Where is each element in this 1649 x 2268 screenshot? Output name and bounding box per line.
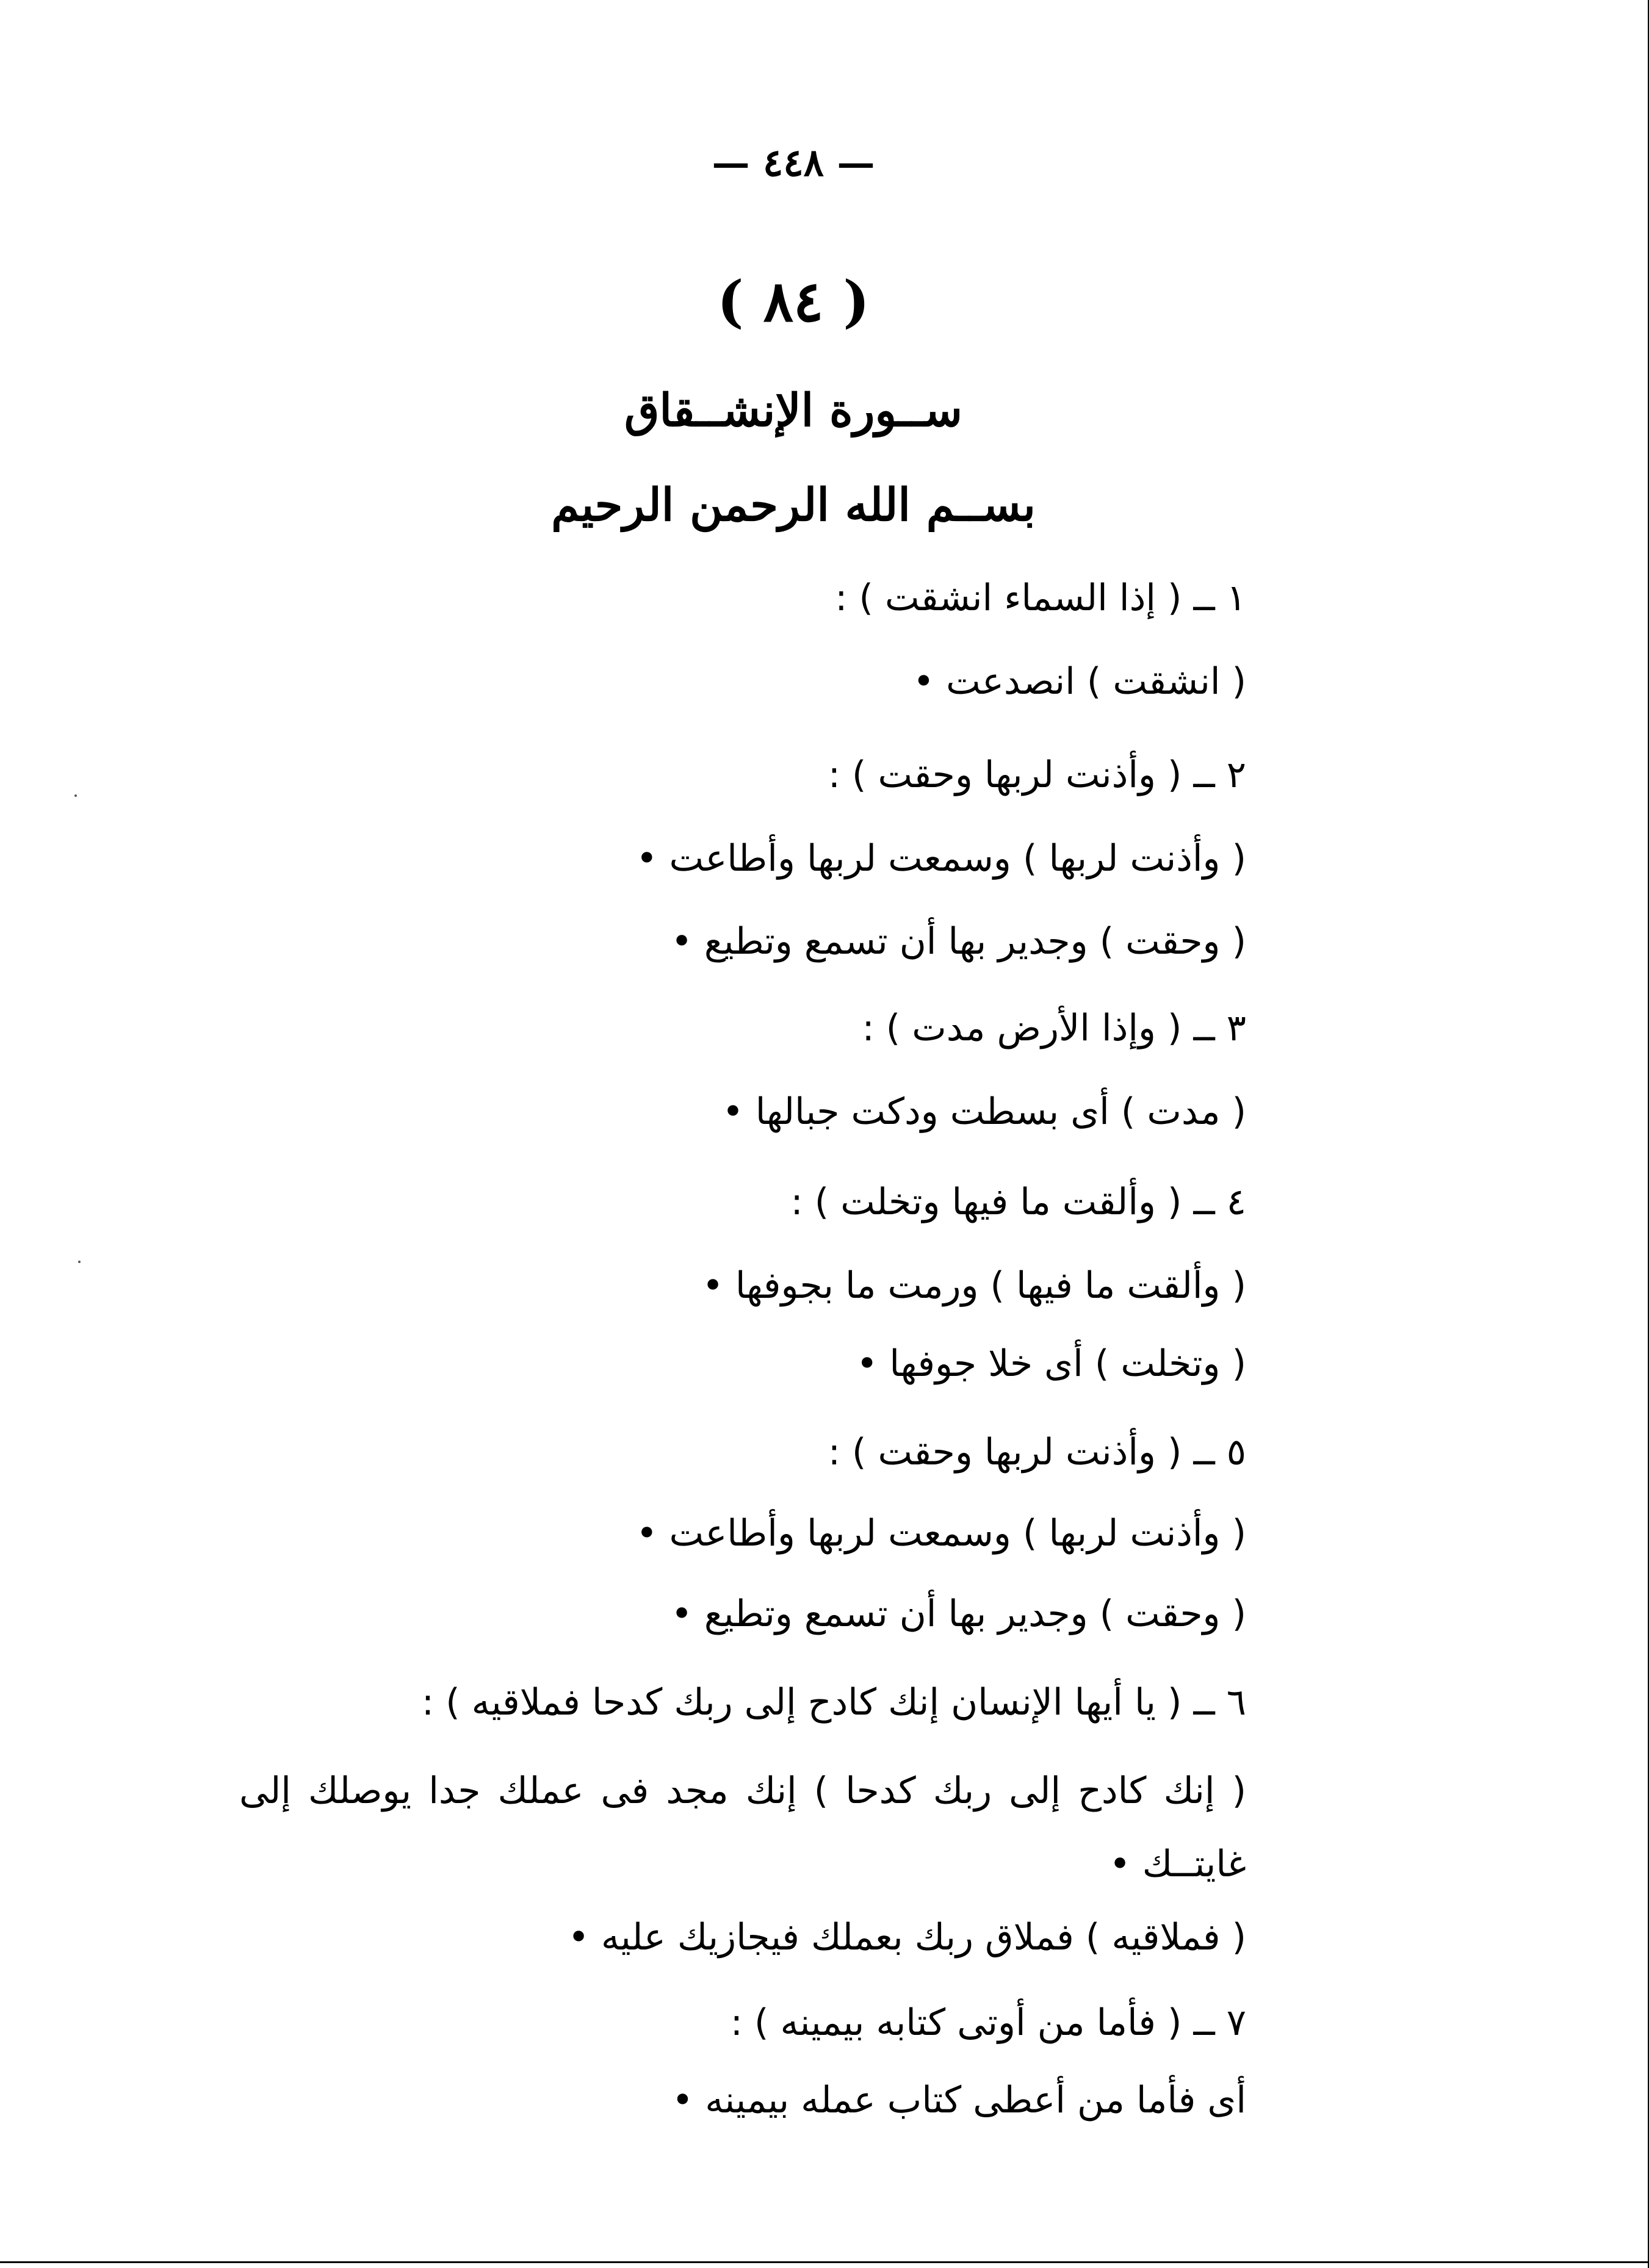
commentary-line: ( انشقت ) انصدعت • [912, 660, 1246, 703]
basmala: بســم الله الرحمن الرحيم [551, 479, 1036, 531]
commentary-paragraph: ( إنك كادح إلى ربك كدحا ) إنك مجد فى عملك جدا يوصلك إلى غايتــك • [239, 1769, 1246, 1885]
commentary-line: ( فملاقيه ) فملاق ربك بعملك فيجازيك عليه • [568, 1916, 1246, 1959]
scan-border-bottom [0, 2261, 1649, 2263]
verse-line: ٣ ــ ( وإذا الأرض مدت ) : [862, 1007, 1246, 1049]
commentary-line: ( وحقت ) وجدير بها أن تسمع وتطيع • [671, 1593, 1246, 1635]
commentary-line: ( وحقت ) وجدير بها أن تسمع وتطيع • [671, 920, 1246, 963]
surah-title: ســورة الإنشــقاق [624, 384, 962, 437]
surah-number: ( ٨٤ ) [717, 268, 870, 334]
commentary-line: ( وتخلت ) أى خلا جوفها • [856, 1342, 1246, 1385]
verse-line: ٢ ــ ( وأذنت لربها وحقت ) : [828, 754, 1246, 796]
commentary-line: ( وألقت ما فيها ) ورمت ما بجوفها • [702, 1264, 1246, 1307]
scan-speck [78, 1261, 81, 1263]
verse-line: ١ ــ ( إذا السماء انشقت ) : [835, 577, 1246, 619]
verse-line: ٦ ــ ( يا أيها الإنسان إنك كادح إلى ربك كدحا فملاقيه ) : [421, 1681, 1246, 1724]
scan-speck [74, 794, 77, 797]
commentary-line: ( وأذنت لربها ) وسمعت لربها وأطاعت • [636, 837, 1246, 880]
page-number: — ٤٤٨ — [712, 140, 875, 185]
verse-line: ٥ ــ ( وأذنت لربها وحقت ) : [828, 1431, 1246, 1474]
commentary-line: ( مدت ) أى بسطت ودكت جبالها • [722, 1090, 1246, 1133]
verse-line: ٧ ــ ( فأما من أوتى كتابه بيمينه ) : [730, 2001, 1246, 2044]
verse-line: ٤ ــ ( وألقت ما فيها وتخلت ) : [790, 1181, 1246, 1223]
commentary-line: أى فأما من أعطى كتاب عمله بيمينه • [671, 2079, 1246, 2122]
commentary-line: ( وأذنت لربها ) وسمعت لربها وأطاعت • [636, 1512, 1246, 1555]
